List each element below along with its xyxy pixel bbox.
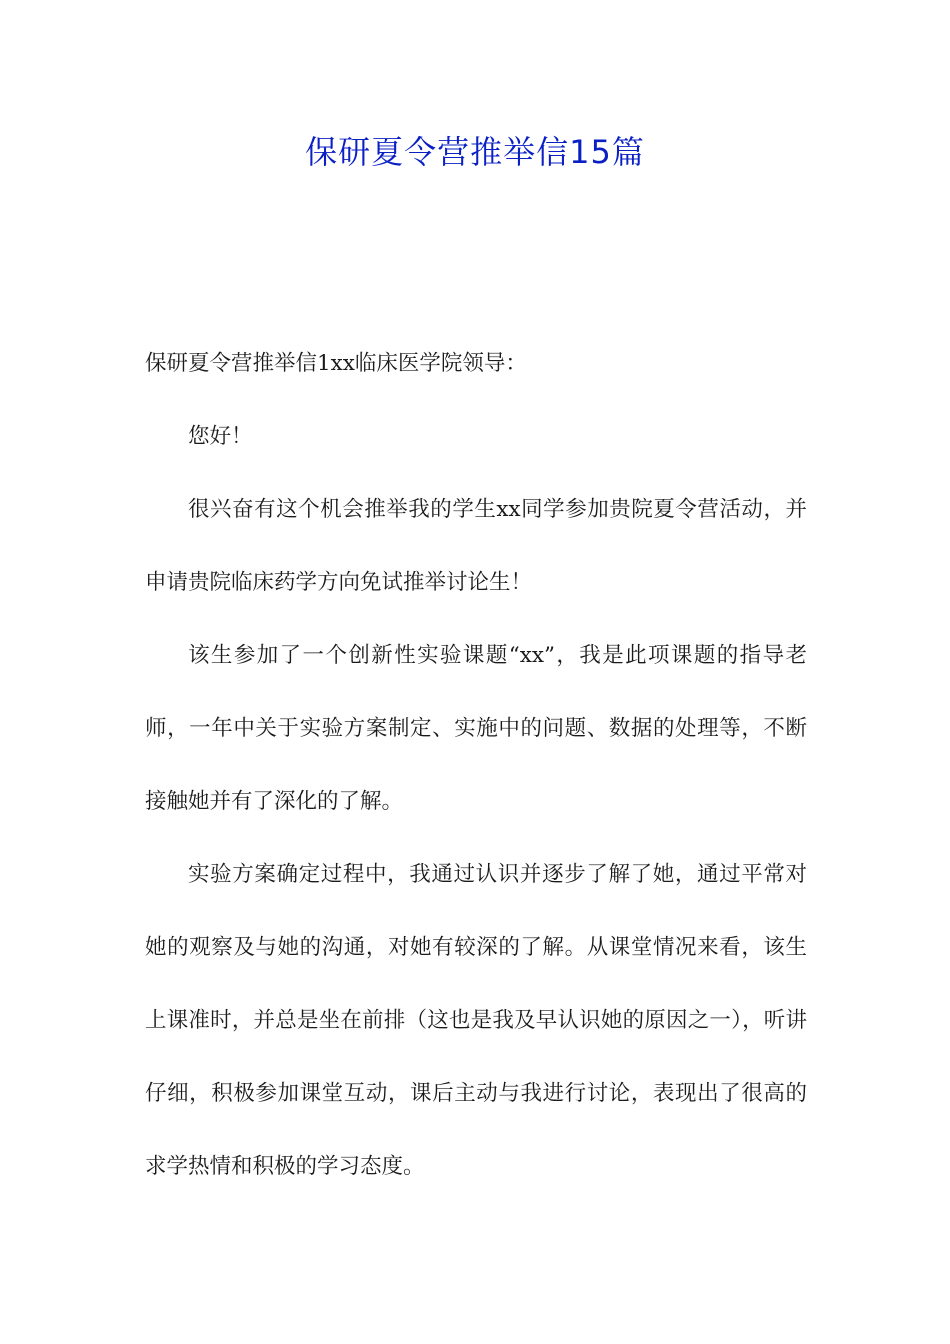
paragraph-block — [145, 473, 807, 619]
paragraph-block — [145, 838, 807, 1203]
greeting-block — [145, 400, 807, 473]
page-title: 保研夏令营推举信15篇 — [305, 133, 645, 171]
paragraph: 实验方案确定过程中，我通过认识并逐步了解了她，通过平常对她的观察及与她的沟通，对她有较深的了解。从课堂情况来看，该生上课准时，并总是坐在前排（这也是我及早认识她的原因之一），听讲仔细，积极参加课堂互动，课后主动与我进行讨论，表现出了很高的求学热情和积极的学习态度。 — [145, 862, 807, 1179]
salutation-block — [145, 327, 807, 400]
salutation-line: 保研夏令营推举信1xx临床医学院领导： — [145, 351, 527, 376]
paragraph: 很兴奋有这个机会推举我的学生xx同学参加贵院夏令营活动，并申请贵院临床药学方向免试推举讨论生！ — [145, 497, 807, 595]
greeting-line: 您好！ — [188, 424, 253, 449]
paragraph: 该生参加了一个创新性实验课题“xx”，我是此项课题的指导老师，一年中关于实验方案制定、实施中的问题、数据的处理等，不断接触她并有了深化的了解。 — [145, 643, 807, 814]
paragraph-block — [145, 619, 807, 838]
